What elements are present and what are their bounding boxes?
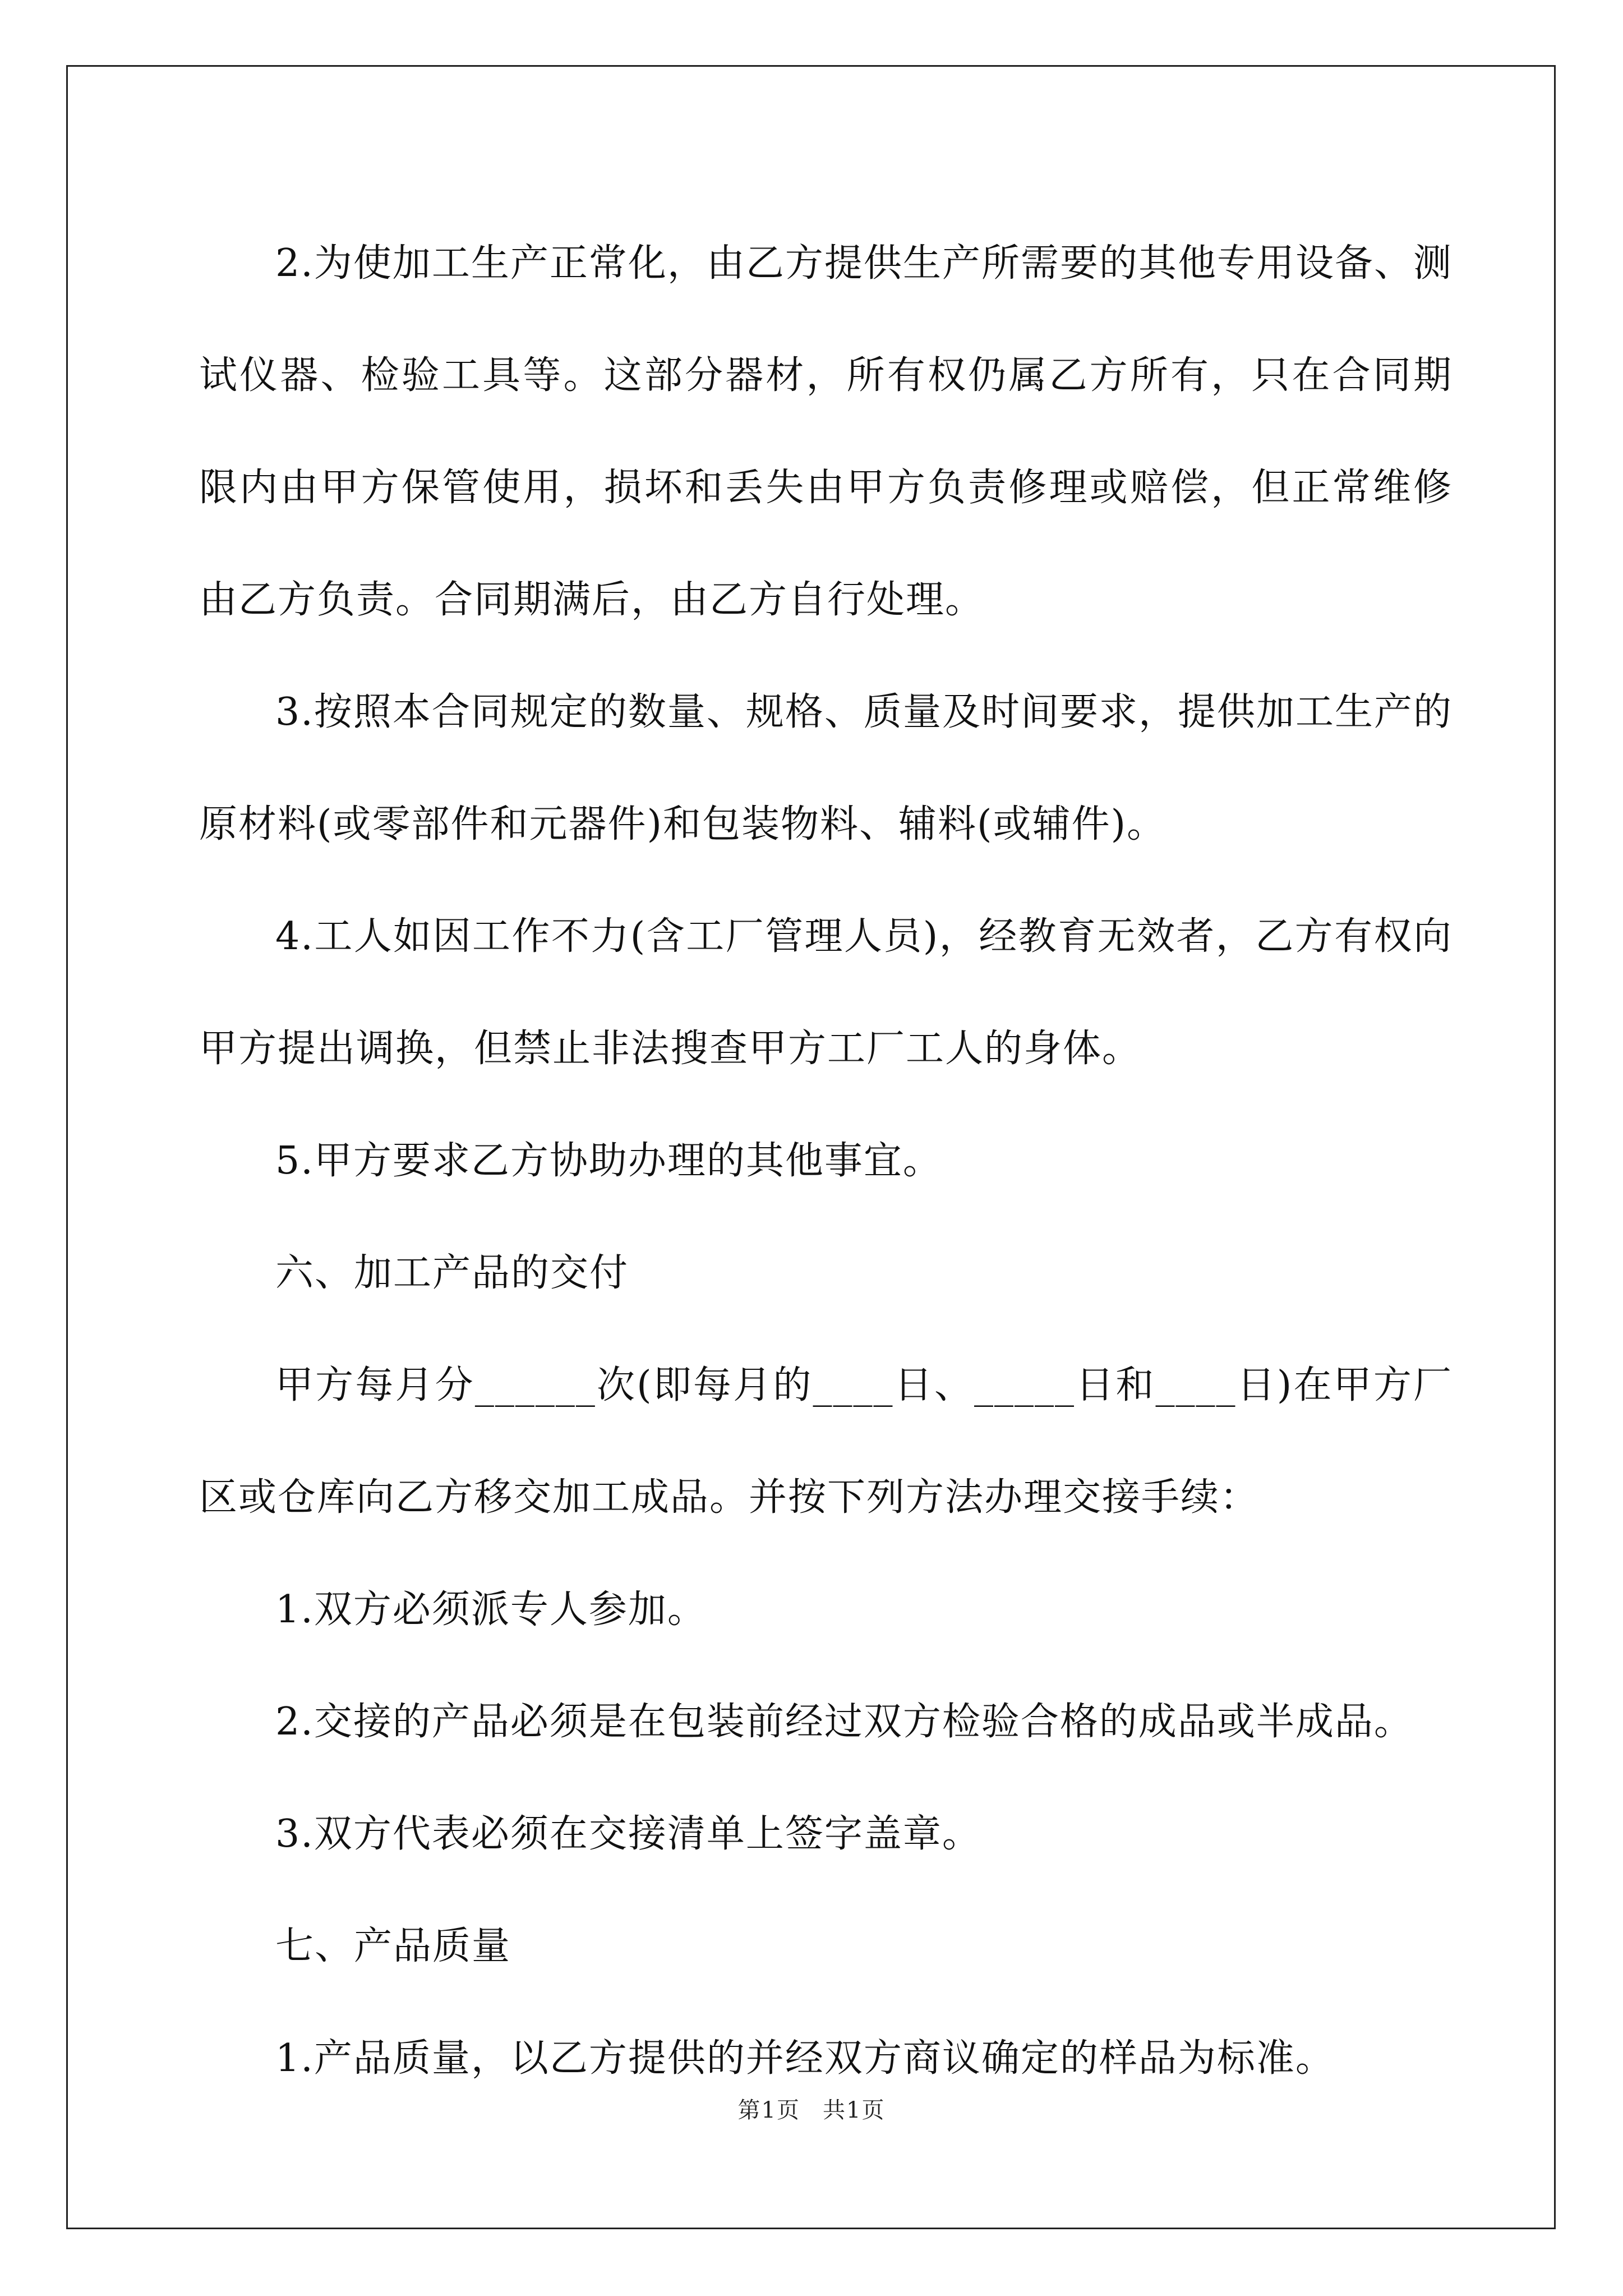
- paragraph: 5.甲方要求乙方协助办理的其他事宜。: [275, 1139, 942, 1183]
- list-item: 2.交接的产品必须是在包装前经过双方检验合格的成品或半成品。: [275, 1700, 1413, 1744]
- page-total: 共1页: [823, 2097, 886, 2123]
- section-heading: 七、产品质量: [275, 1924, 511, 1968]
- section-heading: 六、加工产品的交付: [275, 1251, 629, 1295]
- page-footer: [0, 2092, 1623, 2124]
- paragraph: 甲方每月分______次(即每月的____日、_____日和____日)在甲方厂区或仓库向乙方移交加工成品。并按下列方法办理交接手续：: [199, 1363, 1453, 1520]
- paragraph: 4.工人如因工作不力(含工厂管理人员)，经教育无效者，乙方有权向甲方提出调换，但禁止非法搜查甲方工厂工人的身体。: [199, 914, 1453, 1071]
- paragraph: 2.为使加工生产正常化，由乙方提供生产所需要的其他专用设备、测试仪器、检验工具等。这部分器材，所有权仍属乙方所有，只在合同期限内由甲方保管使用，损坏和丢失由甲方负责修理或赔偿，但正常维修由乙方负责。合同期满后，由乙方自行处理。: [199, 241, 1453, 622]
- list-item: 3.双方代表必须在交接清单上签字盖章。: [275, 1812, 981, 1856]
- document-body: [199, 208, 1453, 2115]
- paragraph: 1.产品质量，以乙方提供的并经双方商议确定的样品为标准。: [275, 2036, 1335, 2081]
- paragraph: 3.按照本合同规定的数量、规格、质量及时间要求，提供加工生产的原材料(或零部件和元器件)和包装物料、辅料(或辅件)。: [199, 690, 1453, 846]
- list-item: 1.双方必须派专人参加。: [275, 1588, 707, 1632]
- page-number: 第1页: [737, 2097, 800, 2123]
